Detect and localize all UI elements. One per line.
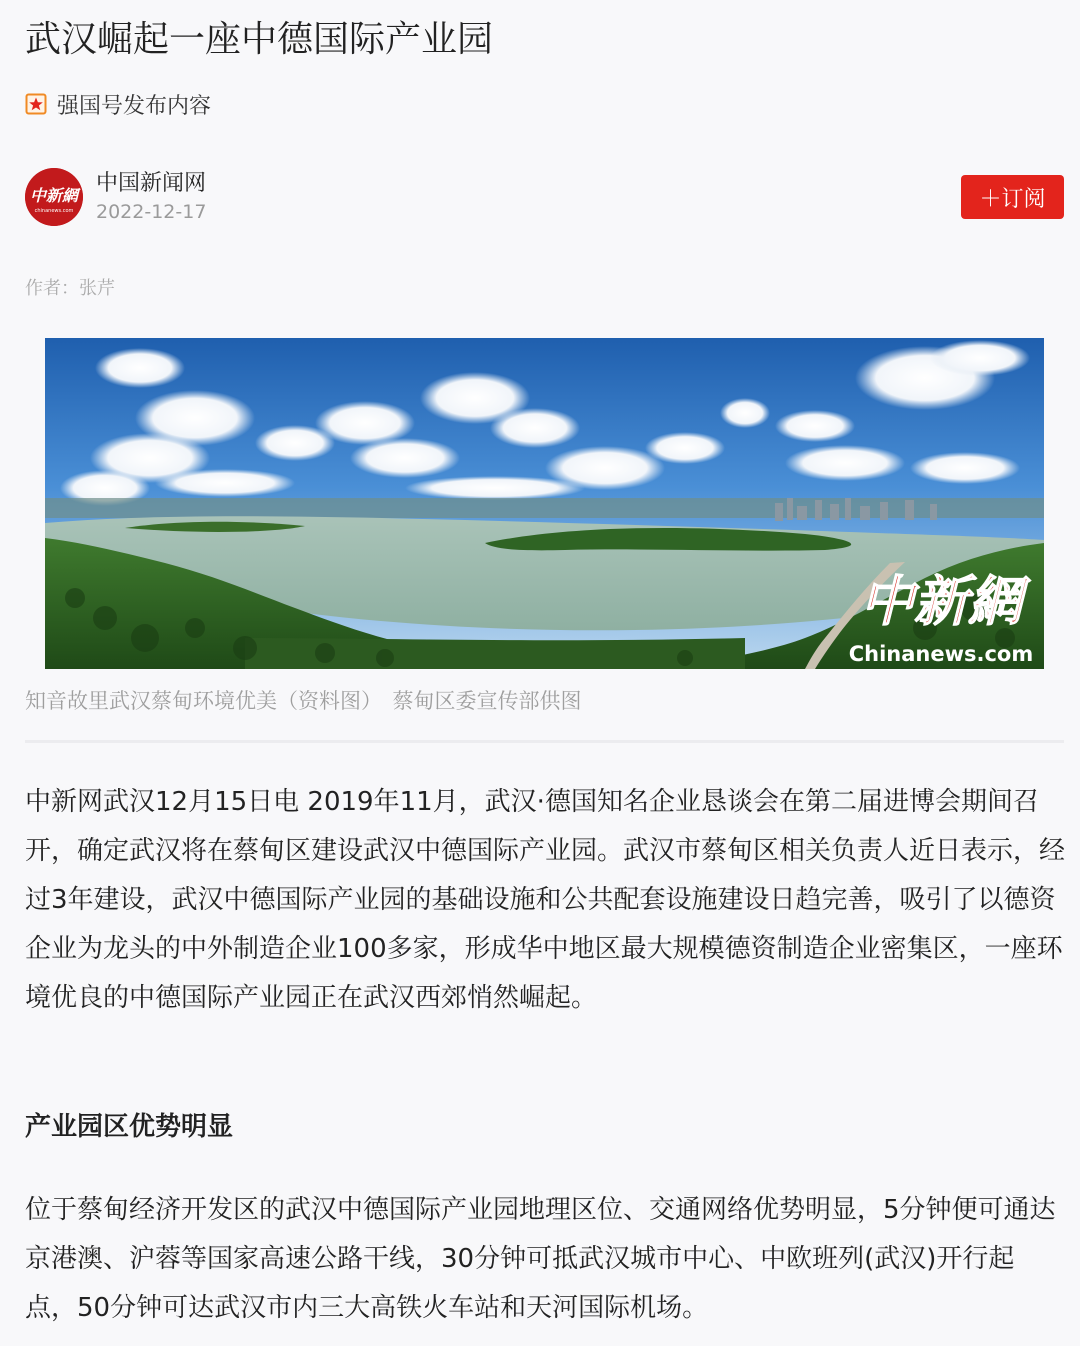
page-title: 武汉崛起一座中德国际产业园 <box>25 19 494 60</box>
image-watermark-site: Chinanews.com <box>848 642 1034 666</box>
publisher-info[interactable] <box>25 168 206 226</box>
avatar-logo-subtext: chinanews.com <box>34 208 74 214</box>
article-image[interactable] <box>45 338 1044 669</box>
star-badge-icon <box>25 93 47 115</box>
origin-tag <box>25 86 211 122</box>
avatar-logo-text: 中新網 <box>29 186 79 205</box>
publish-date: 2022-12-17 <box>96 201 207 223</box>
avatar[interactable] <box>25 168 83 226</box>
image-watermark-logo: 中新網 <box>860 569 1022 633</box>
publisher-name[interactable]: 中国新闻网 <box>96 171 207 196</box>
subscribe-button[interactable]: ＋订阅 <box>961 175 1064 219</box>
origin-label: 强国号发布内容 <box>57 93 212 119</box>
body-paragraph-2: 位于蔡甸经济开发区的武汉中德国际产业园地理区位、交通网络优势明显，5分钟便可通达京港澳、沪蓉等国家高速公路干线，30分钟可抵武汉城市中心、中欧班列(武汉)开行起点，50分钟可达武汉市内三大高铁火车站和天河国际机场。 <box>25 1195 1056 1323</box>
section-heading: 产业园区优势明显 <box>25 1112 234 1142</box>
divider <box>25 740 1064 743</box>
body-paragraph-1: 中新网武汉12月15日电 2019年11月，武汉·德国知名企业恳谈会在第二届进博会期间召开，确定武汉将在蔡甸区建设武汉中德国际产业园。武汉市蔡甸区相关负责人近日表示，经过3年建设，武汉中德国际产业园的基础设施和公共配套设施建设日趋完善，吸引了以德资企业为龙头的中外制造企业100多家，形成华中地区最大规模德资制造企业密集区，一座环境优良的中德国际产业园正在武汉西郊悄然崛起。 <box>25 787 1066 1013</box>
image-caption: 知音故里武汉蔡甸环境优美（资料图） 蔡甸区委宣传部供图 <box>25 689 582 713</box>
author-line: 作者：张芹 <box>25 278 115 299</box>
